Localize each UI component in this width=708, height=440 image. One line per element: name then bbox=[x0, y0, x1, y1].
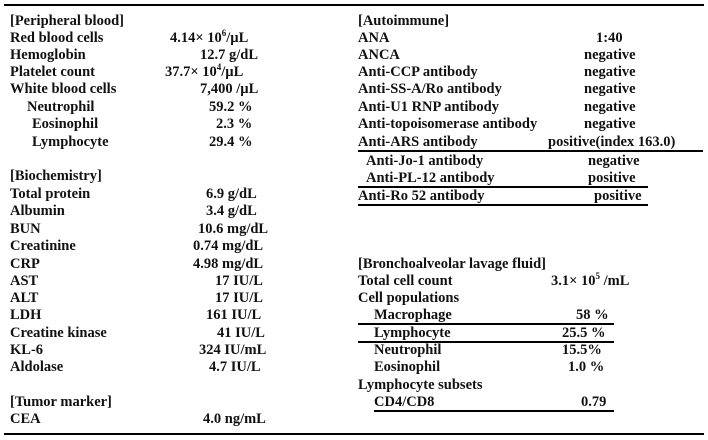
row-value: 58 % bbox=[576, 307, 609, 323]
cell-populations-label: Cell populations bbox=[358, 290, 460, 306]
table-row bbox=[10, 81, 340, 98]
table-row bbox=[10, 325, 340, 342]
table-row bbox=[358, 273, 703, 290]
row-value: 29.4 % bbox=[209, 134, 253, 150]
ars-underline bbox=[358, 150, 703, 152]
row-label: Total cell count bbox=[358, 273, 453, 289]
row-label: Creatine kinase bbox=[10, 325, 107, 341]
row-value: negative bbox=[584, 116, 636, 132]
row-value: 1.0 % bbox=[568, 359, 605, 375]
row-value: $37.7\times 10^4/\mu L$ bbox=[165, 62, 244, 80]
row-label: White blood cells bbox=[10, 81, 117, 97]
table-row bbox=[358, 342, 703, 359]
row-label: Neutrophil bbox=[27, 99, 95, 115]
row-label: Lymphocyte bbox=[374, 325, 451, 341]
table-row bbox=[358, 47, 703, 64]
row-label: Creatinine bbox=[10, 238, 76, 254]
row-label: Red blood cells bbox=[10, 30, 104, 46]
row-value: 6.9 g/dL bbox=[206, 186, 257, 202]
row-value: positive bbox=[594, 188, 642, 204]
table-row bbox=[10, 134, 340, 151]
row-label: Eosinophil bbox=[374, 359, 441, 375]
table-row bbox=[10, 307, 340, 324]
table-row bbox=[358, 153, 703, 170]
table-row bbox=[10, 359, 340, 376]
row-label: Anti-topoisomerase antibody bbox=[358, 116, 538, 132]
table-row bbox=[10, 342, 340, 359]
peripheral-blood-heading: [Peripheral blood] bbox=[10, 13, 124, 29]
row-label: Eosinophil bbox=[32, 116, 99, 132]
row-value: negative bbox=[584, 47, 636, 63]
row-value: $4.14\times 10^6/\mu L$ bbox=[170, 28, 249, 46]
table-row bbox=[10, 203, 340, 220]
ro52-underline bbox=[358, 204, 648, 206]
table-row bbox=[358, 64, 703, 81]
row-label: Anti-CCP antibody bbox=[358, 64, 478, 80]
row-value: negative bbox=[584, 99, 636, 115]
table-row bbox=[10, 116, 340, 133]
row-label: BUN bbox=[10, 221, 41, 237]
lymphocyte-subsets-label: Lymphocyte subsets bbox=[358, 377, 483, 393]
table-row bbox=[358, 170, 703, 187]
table-row bbox=[358, 359, 703, 376]
row-value: 41 IU/L bbox=[217, 325, 265, 341]
row-value: 7,400 /µL bbox=[200, 81, 259, 97]
row-value: 4.0 ng/mL bbox=[203, 411, 266, 427]
row-label: CD4/CD8 bbox=[374, 394, 435, 410]
table-row bbox=[10, 411, 340, 428]
row-label: Albumin bbox=[10, 203, 65, 219]
table-row bbox=[358, 99, 703, 116]
row-label: Total protein bbox=[10, 186, 91, 202]
table-row bbox=[10, 99, 340, 116]
row-label: Platelet count bbox=[10, 64, 95, 80]
row-label: Neutrophil bbox=[374, 342, 442, 358]
row-value: 324 IU/mL bbox=[199, 342, 267, 358]
row-label: Macrophage bbox=[374, 307, 452, 323]
table-top-rule bbox=[4, 4, 704, 6]
row-label: ANCA bbox=[358, 47, 400, 63]
row-label: CRP bbox=[10, 256, 40, 272]
table-row bbox=[358, 30, 703, 47]
table-row bbox=[10, 256, 340, 273]
bal-heading: [Bronchoalveolar lavage fluid] bbox=[358, 256, 546, 272]
table-row bbox=[10, 30, 340, 47]
table-row bbox=[10, 186, 340, 203]
tumor-marker-heading: [Tumor marker] bbox=[10, 394, 112, 410]
row-value: 17 IU/L bbox=[215, 290, 263, 306]
table-row bbox=[358, 134, 703, 151]
row-value: negative bbox=[584, 64, 636, 80]
biochemistry-heading: [Biochemistry] bbox=[10, 168, 102, 184]
row-value: 17 IU/L bbox=[215, 273, 263, 289]
row-label: KL-6 bbox=[10, 342, 44, 358]
row-label: Anti-PL-12 antibody bbox=[366, 170, 495, 186]
table-row bbox=[358, 81, 703, 98]
row-value: 59.2 % bbox=[209, 99, 253, 115]
table-row bbox=[10, 47, 340, 64]
row-label: Anti-ARS antibody bbox=[358, 134, 478, 150]
cd4-cd8-underline bbox=[374, 410, 614, 412]
row-label: Hemoglobin bbox=[10, 47, 86, 63]
row-label: Aldolase bbox=[10, 359, 64, 375]
row-label: ALT bbox=[10, 290, 39, 306]
row-label: AST bbox=[10, 273, 39, 289]
row-value: 15.5% bbox=[562, 342, 602, 358]
row-value: $3.1\times 10^5$ /mL bbox=[551, 271, 630, 289]
table-row bbox=[358, 307, 703, 324]
autoimmune-heading: [Autoimmune] bbox=[358, 13, 450, 29]
row-label: Anti-SS-A/Ro antibody bbox=[358, 81, 502, 97]
row-value: 3.4 g/dL bbox=[206, 203, 257, 219]
table-row bbox=[10, 273, 340, 290]
row-value: 25.5 % bbox=[562, 325, 606, 341]
row-label: Anti-Ro 52 antibody bbox=[358, 188, 485, 204]
row-value: 12.7 g/dL bbox=[200, 47, 259, 63]
table-row bbox=[10, 64, 340, 81]
row-value: 161 IU/L bbox=[206, 307, 262, 323]
row-label: Lymphocyte bbox=[32, 134, 109, 150]
row-value: 0.74 mg/dL bbox=[193, 238, 264, 254]
row-label: ANA bbox=[358, 30, 390, 46]
table-row bbox=[10, 221, 340, 238]
row-value: 4.98 mg/dL bbox=[193, 256, 264, 272]
row-label: LDH bbox=[10, 307, 42, 323]
table-row bbox=[358, 188, 703, 205]
row-value: positive(index 163.0) bbox=[548, 134, 676, 150]
row-value: 10.6 mg/dL bbox=[198, 221, 269, 237]
row-value: negative bbox=[588, 153, 640, 169]
row-value: positive bbox=[588, 170, 636, 186]
table-row bbox=[358, 325, 703, 342]
table-row bbox=[10, 238, 340, 255]
row-value: 1:40 bbox=[596, 30, 623, 46]
table-row bbox=[358, 394, 703, 411]
row-label: Anti-U1 RNP antibody bbox=[358, 99, 499, 115]
row-value: negative bbox=[584, 81, 636, 97]
row-value: 0.79 bbox=[581, 394, 607, 410]
table-bottom-rule bbox=[4, 433, 704, 435]
row-label: Anti-Jo-1 antibody bbox=[366, 153, 484, 169]
row-value: 4.7 IU/L bbox=[209, 359, 261, 375]
table-row bbox=[358, 116, 703, 133]
row-label: CEA bbox=[10, 411, 41, 427]
table-row bbox=[10, 290, 340, 307]
row-value: 2.3 % bbox=[216, 116, 253, 132]
